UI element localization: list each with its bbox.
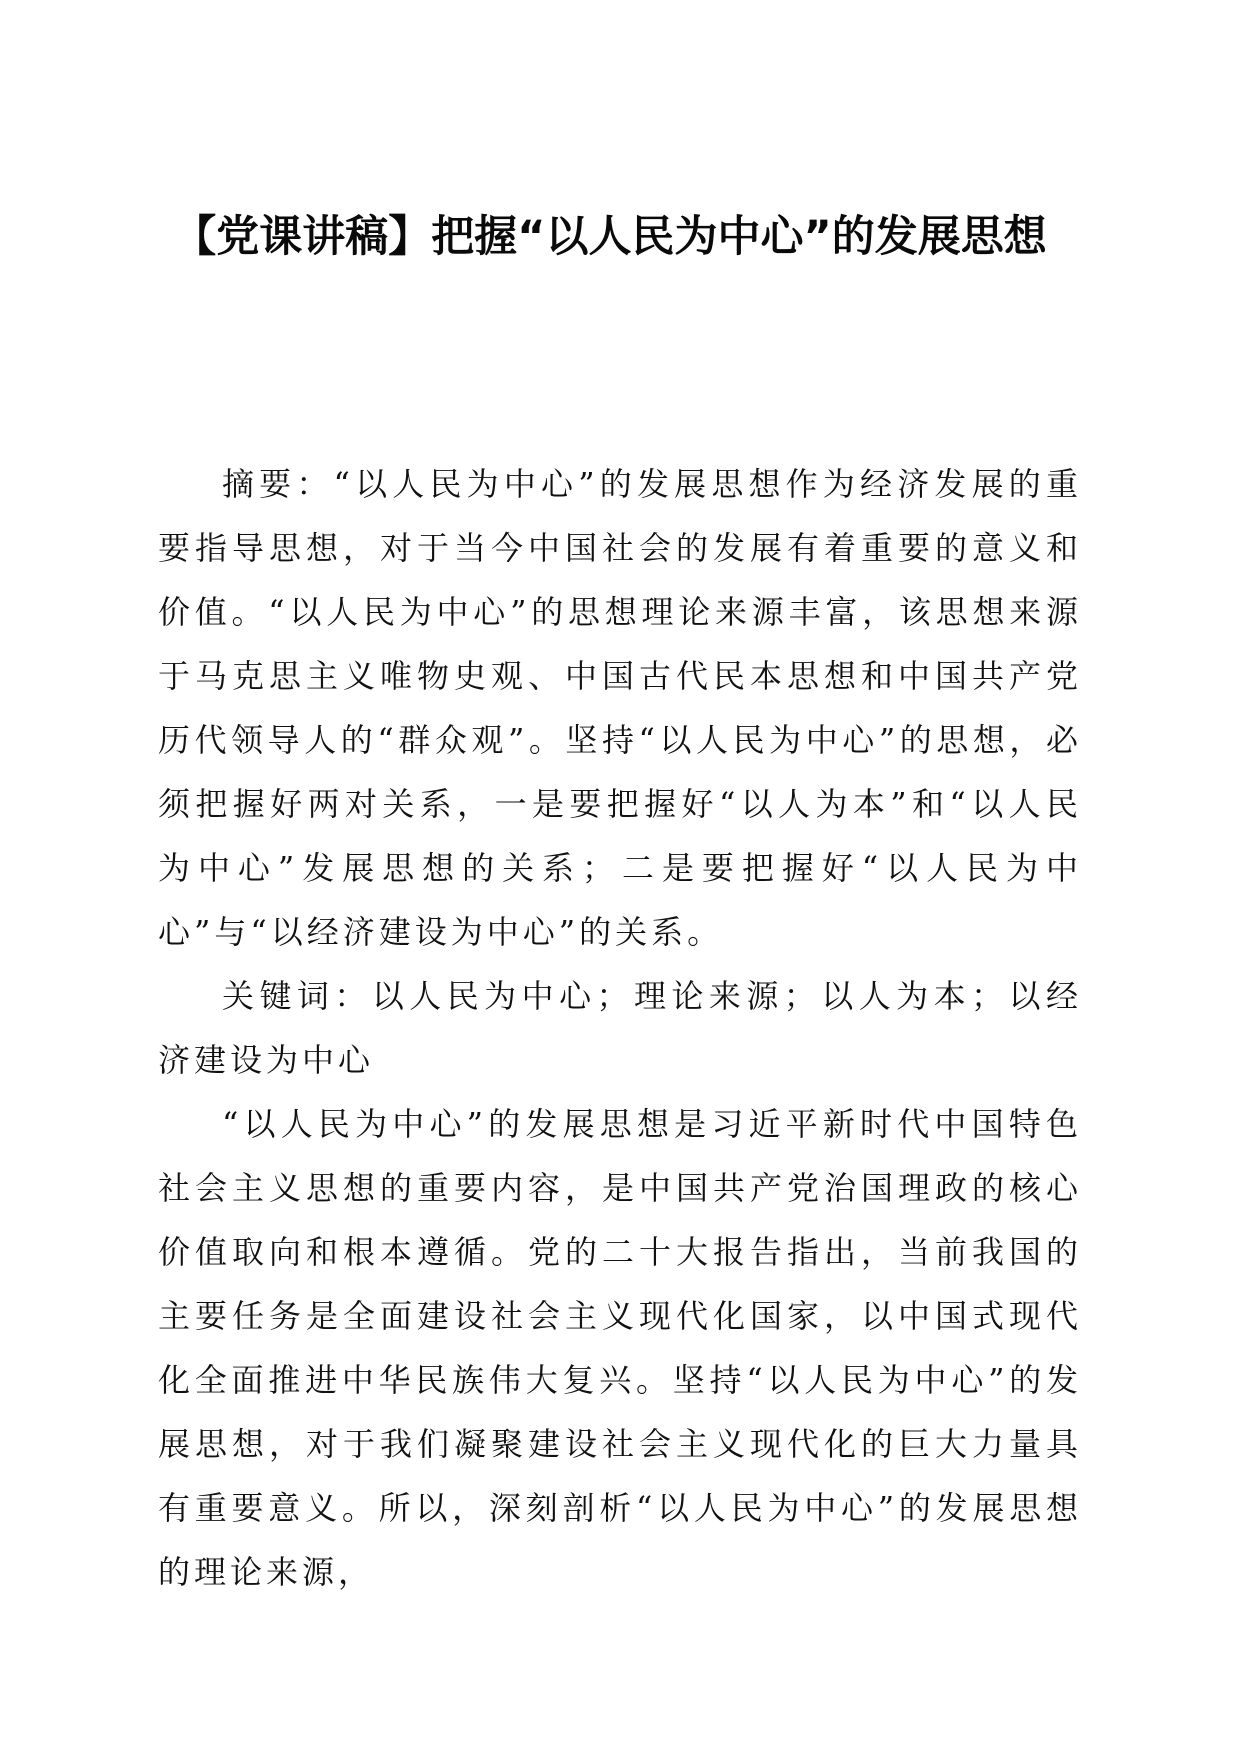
- document-body: [158, 452, 1082, 1604]
- keywords-paragraph: 关键词：以人民为中心；理论来源；以人为本；以经济建设为中心: [158, 977, 1082, 1079]
- body-paragraph: “以人民为中心”的发展思想是习近平新时代中国特色社会主义思想的重要内容，是中国共产党治国理政的核心价值取向和根本遵循。党的二十大报告指出，当前我国的主要任务是全面建设社会主义现代化国家，以中国式现代化全面推进中华民族伟大复兴。坚持“以人民为中心”的发展思想，对于我们凝聚建设社会主义现代化的巨大力量具有重要意义。所以，深刻剖析“以人民为中心”的发展思想的理论来源，: [158, 1105, 1082, 1591]
- abstract-paragraph: 摘要：“以人民为中心”的发展思想作为经济发展的重要指导思想，对于当今中国社会的发展有着重要的意义和价值。“以人民为中心”的思想理论来源丰富，该思想来源于马克思主义唯物史观、中国古代民本思想和中国共产党历代领导人的“群众观”。坚持“以人民为中心”的思想，必须把握好两对关系，一是要把握好“以人为本”和“以人民为中心”发展思想的关系；二是要把握好“以人民为中心”与“以经济建设为中心”的关系。: [158, 465, 1082, 951]
- document-title: 【党课讲稿】把握“以人民为中心”的发展思想: [173, 212, 1047, 262]
